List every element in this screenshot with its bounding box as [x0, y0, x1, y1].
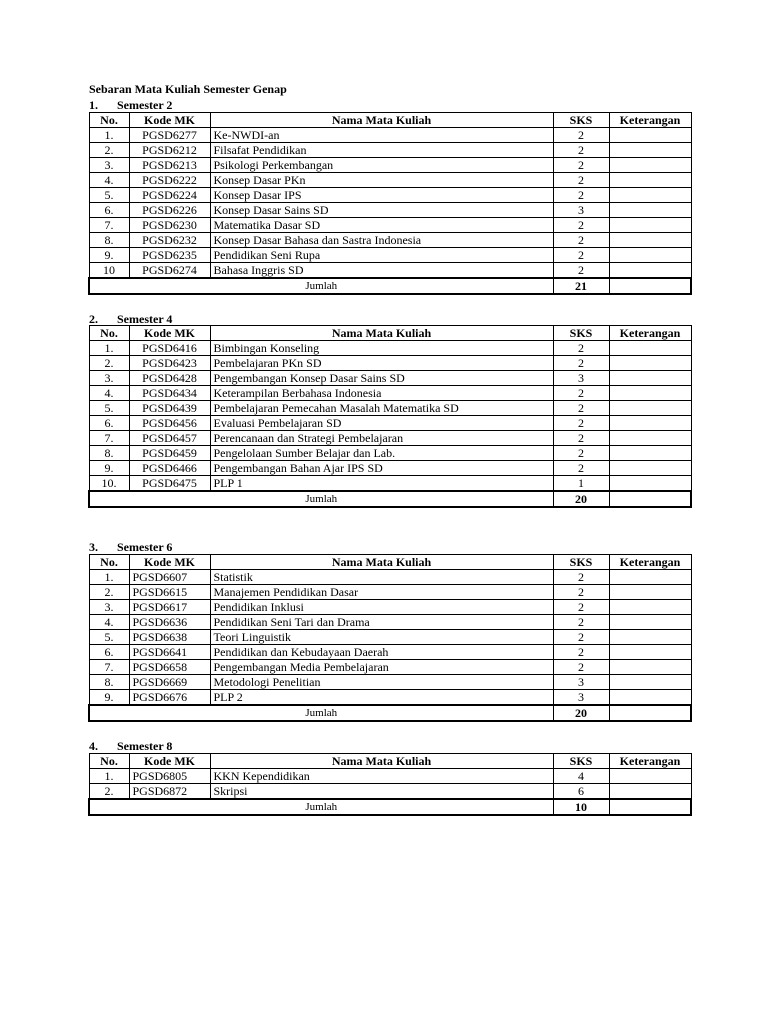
cell-sks: 2	[553, 446, 609, 461]
table-row	[89, 416, 691, 431]
cell-nama-mata-kuliah: Pendidikan Seni Tari dan Drama	[210, 615, 553, 630]
table-row	[89, 446, 691, 461]
cell-nama-mata-kuliah: PLP 1	[210, 476, 553, 492]
cell-keterangan	[609, 600, 691, 615]
cell-kode-mk: PGSD6235	[129, 248, 210, 263]
cell-keterangan	[609, 356, 691, 371]
cell-sks: 3	[553, 203, 609, 218]
cell-no: 8.	[89, 675, 129, 690]
header-no: No.	[89, 754, 129, 769]
table-row	[89, 263, 691, 279]
cell-kode-mk: PGSD6669	[129, 675, 210, 690]
header-no: No.	[89, 113, 129, 128]
semester-number: 2.	[89, 312, 98, 326]
cell-nama-mata-kuliah: Pembelajaran PKn SD	[210, 356, 553, 371]
header-sks: SKS	[553, 326, 609, 341]
cell-no: 2.	[89, 585, 129, 600]
total-keterangan	[609, 491, 691, 507]
cell-nama-mata-kuliah: PLP 2	[210, 690, 553, 706]
cell-no: 2.	[89, 356, 129, 371]
header-keterangan: Keterangan	[609, 754, 691, 769]
cell-keterangan	[609, 143, 691, 158]
semester-number: 1.	[89, 98, 98, 112]
header-sks: SKS	[553, 113, 609, 128]
cell-kode-mk: PGSD6658	[129, 660, 210, 675]
cell-no: 5.	[89, 630, 129, 645]
cell-nama-mata-kuliah: Keterampilan Berbahasa Indonesia	[210, 386, 553, 401]
cell-sks: 2	[553, 630, 609, 645]
table-row	[89, 371, 691, 386]
cell-nama-mata-kuliah: Pembelajaran Pemecahan Masalah Matematika SD	[210, 401, 553, 416]
cell-kode-mk: PGSD6676	[129, 690, 210, 706]
cell-nama-mata-kuliah: Evaluasi Pembelajaran SD	[210, 416, 553, 431]
table-row	[89, 615, 691, 630]
cell-nama-mata-kuliah: Teori Linguistik	[210, 630, 553, 645]
table-row	[89, 401, 691, 416]
total-sks: 20	[553, 705, 609, 721]
document-title: Sebaran Mata Kuliah Semester Genap	[89, 82, 287, 96]
cell-keterangan	[609, 386, 691, 401]
cell-nama-mata-kuliah: Ke-NWDI-an	[210, 128, 553, 143]
cell-sks: 1	[553, 476, 609, 492]
cell-kode-mk: PGSD6226	[129, 203, 210, 218]
cell-no: 3.	[89, 158, 129, 173]
cell-no: 9.	[89, 461, 129, 476]
cell-kode-mk: PGSD6457	[129, 431, 210, 446]
semester-name: Semester 2	[117, 98, 173, 112]
cell-nama-mata-kuliah: Skripsi	[210, 784, 553, 800]
cell-keterangan	[609, 416, 691, 431]
header-nama-mata-kuliah: Nama Mata Kuliah	[210, 754, 553, 769]
course-table	[88, 554, 692, 722]
cell-keterangan	[609, 218, 691, 233]
total-keterangan	[609, 278, 691, 294]
cell-kode-mk: PGSD6212	[129, 143, 210, 158]
total-label: Jumlah	[89, 799, 553, 815]
cell-nama-mata-kuliah: Pengembangan Media Pembelajaran	[210, 660, 553, 675]
table-row	[89, 203, 691, 218]
table-row	[89, 570, 691, 585]
semester-name: Semester 8	[117, 739, 173, 753]
table-row	[89, 476, 691, 492]
header-kode-mk: Kode MK	[129, 113, 210, 128]
table-row	[89, 461, 691, 476]
table-header-row	[89, 555, 691, 570]
table-row	[89, 218, 691, 233]
cell-keterangan	[609, 371, 691, 386]
cell-nama-mata-kuliah: Pengembangan Bahan Ajar IPS SD	[210, 461, 553, 476]
cell-keterangan	[609, 461, 691, 476]
cell-nama-mata-kuliah: Konsep Dasar Sains SD	[210, 203, 553, 218]
cell-kode-mk: PGSD6636	[129, 615, 210, 630]
cell-nama-mata-kuliah: Statistik	[210, 570, 553, 585]
header-no: No.	[89, 326, 129, 341]
cell-no: 3.	[89, 600, 129, 615]
cell-nama-mata-kuliah: Pendidikan Seni Rupa	[210, 248, 553, 263]
cell-kode-mk: PGSD6213	[129, 158, 210, 173]
cell-kode-mk: PGSD6456	[129, 416, 210, 431]
cell-no: 6.	[89, 645, 129, 660]
table-row	[89, 128, 691, 143]
cell-no: 5.	[89, 401, 129, 416]
cell-sks: 2	[553, 263, 609, 279]
cell-no: 4.	[89, 173, 129, 188]
cell-kode-mk: PGSD6638	[129, 630, 210, 645]
header-kode-mk: Kode MK	[129, 326, 210, 341]
cell-kode-mk: PGSD6641	[129, 645, 210, 660]
cell-sks: 6	[553, 784, 609, 800]
cell-no: 8.	[89, 233, 129, 248]
cell-keterangan	[609, 769, 691, 784]
cell-no: 4.	[89, 386, 129, 401]
total-row	[89, 705, 691, 721]
cell-sks: 4	[553, 769, 609, 784]
header-nama-mata-kuliah: Nama Mata Kuliah	[210, 326, 553, 341]
cell-no: 1.	[89, 128, 129, 143]
cell-kode-mk: PGSD6475	[129, 476, 210, 492]
cell-nama-mata-kuliah: Perencanaan dan Strategi Pembelajaran	[210, 431, 553, 446]
cell-keterangan	[609, 784, 691, 800]
cell-keterangan	[609, 248, 691, 263]
cell-keterangan	[609, 341, 691, 356]
semester-heading	[89, 739, 172, 754]
table-row	[89, 173, 691, 188]
cell-kode-mk: PGSD6416	[129, 341, 210, 356]
cell-sks: 2	[553, 401, 609, 416]
cell-kode-mk: PGSD6434	[129, 386, 210, 401]
cell-kode-mk: PGSD6439	[129, 401, 210, 416]
cell-keterangan	[609, 585, 691, 600]
cell-sks: 2	[553, 218, 609, 233]
table-row	[89, 784, 691, 800]
table-row	[89, 431, 691, 446]
cell-sks: 2	[553, 173, 609, 188]
cell-nama-mata-kuliah: Matematika Dasar SD	[210, 218, 553, 233]
cell-no: 6.	[89, 203, 129, 218]
table-row	[89, 769, 691, 784]
table-header-row	[89, 326, 691, 341]
cell-sks: 2	[553, 416, 609, 431]
cell-no: 10	[89, 263, 129, 279]
cell-keterangan	[609, 675, 691, 690]
cell-no: 7.	[89, 431, 129, 446]
cell-nama-mata-kuliah: Pengembangan Konsep Dasar Sains SD	[210, 371, 553, 386]
semester-number: 4.	[89, 739, 98, 753]
cell-keterangan	[609, 233, 691, 248]
cell-no: 7.	[89, 660, 129, 675]
cell-no: 10.	[89, 476, 129, 492]
table-row	[89, 585, 691, 600]
cell-kode-mk: PGSD6617	[129, 600, 210, 615]
cell-keterangan	[609, 128, 691, 143]
cell-keterangan	[609, 263, 691, 279]
cell-keterangan	[609, 660, 691, 675]
cell-keterangan	[609, 173, 691, 188]
cell-sks: 2	[553, 645, 609, 660]
table-row	[89, 188, 691, 203]
cell-sks: 2	[553, 431, 609, 446]
course-table	[88, 325, 692, 508]
cell-kode-mk: PGSD6224	[129, 188, 210, 203]
cell-sks: 2	[553, 461, 609, 476]
cell-keterangan	[609, 431, 691, 446]
cell-nama-mata-kuliah: Konsep Dasar PKn	[210, 173, 553, 188]
cell-sks: 3	[553, 675, 609, 690]
cell-nama-mata-kuliah: Pengelolaan Sumber Belajar dan Lab.	[210, 446, 553, 461]
cell-sks: 2	[553, 143, 609, 158]
header-keterangan: Keterangan	[609, 326, 691, 341]
table-row	[89, 630, 691, 645]
semester-number: 3.	[89, 540, 98, 554]
total-label: Jumlah	[89, 705, 553, 721]
cell-kode-mk: PGSD6615	[129, 585, 210, 600]
header-sks: SKS	[553, 754, 609, 769]
cell-keterangan	[609, 446, 691, 461]
cell-no: 1.	[89, 341, 129, 356]
table-row	[89, 233, 691, 248]
cell-sks: 2	[553, 615, 609, 630]
table-row	[89, 386, 691, 401]
header-kode-mk: Kode MK	[129, 754, 210, 769]
cell-nama-mata-kuliah: Metodologi Penelitian	[210, 675, 553, 690]
cell-keterangan	[609, 645, 691, 660]
cell-nama-mata-kuliah: KKN Kependidikan	[210, 769, 553, 784]
cell-no: 1.	[89, 769, 129, 784]
cell-kode-mk: PGSD6423	[129, 356, 210, 371]
cell-nama-mata-kuliah: Pendidikan Inklusi	[210, 600, 553, 615]
cell-nama-mata-kuliah: Bahasa Inggris SD	[210, 263, 553, 279]
table-row	[89, 143, 691, 158]
course-table	[88, 112, 692, 295]
cell-sks: 2	[553, 188, 609, 203]
cell-nama-mata-kuliah: Konsep Dasar IPS	[210, 188, 553, 203]
cell-keterangan	[609, 630, 691, 645]
total-sks: 21	[553, 278, 609, 294]
table-row	[89, 356, 691, 371]
cell-sks: 2	[553, 128, 609, 143]
semester-name: Semester 4	[117, 312, 173, 326]
cell-nama-mata-kuliah: Konsep Dasar Bahasa dan Sastra Indonesia	[210, 233, 553, 248]
cell-keterangan	[609, 203, 691, 218]
course-table	[88, 753, 692, 816]
cell-sks: 2	[553, 341, 609, 356]
cell-sks: 2	[553, 660, 609, 675]
cell-sks: 2	[553, 386, 609, 401]
total-keterangan	[609, 799, 691, 815]
header-keterangan: Keterangan	[609, 555, 691, 570]
total-label: Jumlah	[89, 278, 553, 294]
cell-keterangan	[609, 615, 691, 630]
cell-sks: 2	[553, 600, 609, 615]
cell-kode-mk: PGSD6805	[129, 769, 210, 784]
total-label: Jumlah	[89, 491, 553, 507]
cell-nama-mata-kuliah: Bimbingan Konseling	[210, 341, 553, 356]
cell-kode-mk: PGSD6277	[129, 128, 210, 143]
total-sks: 20	[553, 491, 609, 507]
total-sks: 10	[553, 799, 609, 815]
semester-heading	[89, 98, 172, 113]
cell-no: 3.	[89, 371, 129, 386]
cell-nama-mata-kuliah: Pendidikan dan Kebudayaan Daerah	[210, 645, 553, 660]
cell-sks: 2	[553, 585, 609, 600]
cell-keterangan	[609, 690, 691, 706]
cell-kode-mk: PGSD6607	[129, 570, 210, 585]
semester-heading	[89, 540, 172, 555]
header-nama-mata-kuliah: Nama Mata Kuliah	[210, 555, 553, 570]
total-row	[89, 491, 691, 507]
header-sks: SKS	[553, 555, 609, 570]
cell-no: 2.	[89, 784, 129, 800]
cell-sks: 3	[553, 690, 609, 706]
cell-kode-mk: PGSD6466	[129, 461, 210, 476]
cell-nama-mata-kuliah: Psikologi Perkembangan	[210, 158, 553, 173]
cell-kode-mk: PGSD6428	[129, 371, 210, 386]
table-row	[89, 690, 691, 706]
table-header-row	[89, 113, 691, 128]
cell-nama-mata-kuliah: Manajemen Pendidikan Dasar	[210, 585, 553, 600]
cell-no: 2.	[89, 143, 129, 158]
cell-no: 9.	[89, 248, 129, 263]
total-row	[89, 799, 691, 815]
cell-kode-mk: PGSD6872	[129, 784, 210, 800]
total-row	[89, 278, 691, 294]
header-nama-mata-kuliah: Nama Mata Kuliah	[210, 113, 553, 128]
cell-no: 4.	[89, 615, 129, 630]
cell-kode-mk: PGSD6230	[129, 218, 210, 233]
cell-sks: 2	[553, 158, 609, 173]
cell-kode-mk: PGSD6222	[129, 173, 210, 188]
total-keterangan	[609, 705, 691, 721]
table-row	[89, 341, 691, 356]
table-header-row	[89, 754, 691, 769]
cell-kode-mk: PGSD6232	[129, 233, 210, 248]
cell-no: 8.	[89, 446, 129, 461]
table-row	[89, 248, 691, 263]
semester-name: Semester 6	[117, 540, 173, 554]
header-kode-mk: Kode MK	[129, 555, 210, 570]
cell-no: 1.	[89, 570, 129, 585]
cell-kode-mk: PGSD6459	[129, 446, 210, 461]
cell-keterangan	[609, 570, 691, 585]
cell-keterangan	[609, 401, 691, 416]
cell-nama-mata-kuliah: Filsafat Pendidikan	[210, 143, 553, 158]
cell-no: 6.	[89, 416, 129, 431]
cell-keterangan	[609, 158, 691, 173]
cell-no: 7.	[89, 218, 129, 233]
cell-sks: 2	[553, 248, 609, 263]
cell-sks: 3	[553, 371, 609, 386]
table-row	[89, 660, 691, 675]
cell-no: 5.	[89, 188, 129, 203]
table-row	[89, 158, 691, 173]
cell-sks: 2	[553, 356, 609, 371]
cell-keterangan	[609, 188, 691, 203]
cell-no: 9.	[89, 690, 129, 706]
table-row	[89, 600, 691, 615]
table-row	[89, 675, 691, 690]
cell-kode-mk: PGSD6274	[129, 263, 210, 279]
table-row	[89, 645, 691, 660]
header-keterangan: Keterangan	[609, 113, 691, 128]
cell-keterangan	[609, 476, 691, 492]
cell-sks: 2	[553, 570, 609, 585]
cell-sks: 2	[553, 233, 609, 248]
header-no: No.	[89, 555, 129, 570]
